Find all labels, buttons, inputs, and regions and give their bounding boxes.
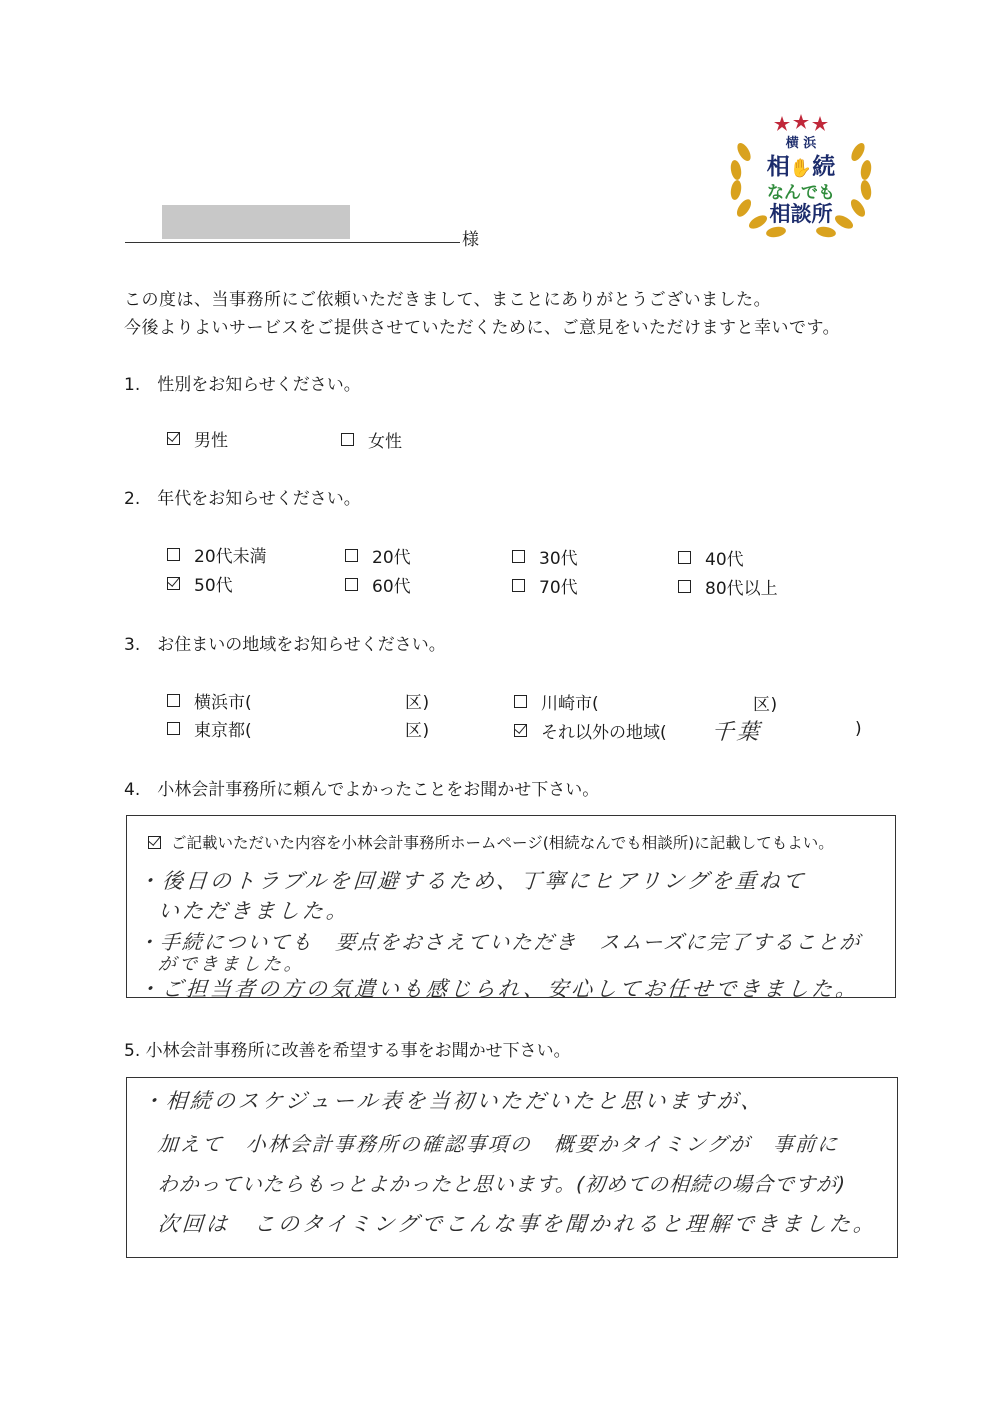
consent-option[interactable] (148, 831, 834, 853)
checkbox-age-80plus[interactable] (678, 580, 691, 593)
option-other-region-suffix: ) (855, 719, 863, 739)
option-age-80plus-label: 80代以上 (705, 579, 778, 599)
option-age-30s[interactable] (512, 544, 578, 569)
option-age-60s-label: 60代 (372, 577, 411, 597)
option-yokohama-suffix: 区) (405, 693, 430, 713)
checkbox-age-70s[interactable] (512, 579, 525, 592)
checkbox-tokyo[interactable] (167, 722, 180, 735)
q5-handwriting-line-3: わかっていたらもっとよかったと思います。(初めての相続の場合ですが) (157, 1172, 847, 1196)
q5-handwriting-line-4: 次回は このタイミングでこんな事を聞かれると理解できました。 (157, 1212, 878, 1236)
checkbox-age-30s[interactable] (512, 550, 525, 563)
name-redaction (162, 205, 350, 239)
logo-line3: 相談所 (769, 202, 833, 226)
question-4-label: 4. 小林会計事務所に頼んでよかったことをお聞かせ下さい。 (124, 780, 600, 800)
option-age-20s-label: 20代 (372, 548, 411, 568)
logo-line1: 相 (766, 154, 790, 180)
option-male-label: 男性 (194, 431, 228, 451)
option-yokohama[interactable] (167, 688, 252, 713)
q4-handwriting-line-3: ・手続についても 要点をおさえていただき スムーズに完了することが (137, 930, 863, 954)
checkbox-kawasaki[interactable] (514, 695, 527, 708)
option-tokyo-suffix: 区) (405, 721, 430, 741)
option-yokohama-label: 横浜市( (194, 693, 252, 713)
question-2-label: 2. 年代をお知らせください。 (124, 489, 361, 509)
question-1-label: 1. 性別をお知らせください。 (124, 375, 361, 395)
option-age-70s-label: 70代 (539, 578, 578, 598)
checkbox-male[interactable] (167, 432, 180, 445)
logo-top-text: 横 浜 (785, 136, 817, 151)
q4-handwriting-line-2: いただきました。 (157, 899, 351, 923)
option-female-label: 女性 (368, 432, 402, 452)
logo-line2: なんでも (767, 183, 835, 203)
q5-handwriting-line-1: ・相続のスケジュール表を当初いただいたと思いますが、 (141, 1089, 766, 1113)
option-age-30s-label: 30代 (539, 549, 578, 569)
option-age-40s[interactable] (678, 545, 744, 570)
q4-handwriting-line-1: ・後日のトラブルを回避するため、丁寧にヒアリングを重ねて (137, 869, 808, 893)
option-age-50s-label: 50代 (194, 576, 233, 596)
question-5-label: 5. 小林会計事務所に改善を希望する事をお聞かせ下さい。 (124, 1041, 571, 1061)
option-age-40s-label: 40代 (705, 550, 744, 570)
consent-label: ご記載いただいた内容を小林会計事務所ホームページ(相続なんでも相談所)に記載してもよい。 (171, 834, 834, 852)
name-underline (125, 242, 460, 243)
option-kawasaki-label: 川崎市( (541, 694, 599, 714)
checkbox-consent[interactable] (148, 836, 161, 849)
checkbox-age-40s[interactable] (678, 551, 691, 564)
checkbox-other-region[interactable] (514, 724, 527, 737)
option-age-60s[interactable] (345, 572, 411, 597)
option-age-20s[interactable] (345, 543, 411, 568)
checkbox-age-60s[interactable] (345, 578, 358, 591)
logo-hand-icon: ✋ (789, 158, 813, 179)
q4-handwriting-line-4: ができました。 (157, 954, 306, 975)
checkbox-age-under20[interactable] (167, 548, 180, 561)
intro-line-2: 今後よりよいサービスをご提供させていただくために、ご意見をいただけますと幸いです。 (124, 318, 841, 338)
option-age-under20-label: 20代未満 (194, 547, 267, 567)
option-male[interactable] (167, 426, 228, 451)
checkbox-age-20s[interactable] (345, 549, 358, 562)
option-age-50s[interactable] (167, 571, 233, 596)
logo-main-line (726, 148, 876, 181)
option-tokyo[interactable] (167, 716, 252, 741)
checkbox-age-50s[interactable] (167, 577, 180, 590)
checkbox-yokohama[interactable] (167, 694, 180, 707)
option-kawasaki-suffix: 区) (753, 695, 778, 715)
q4-handwriting-line-5: ・ご担当者の方の気遣いも感じられ、安心してお任せできました。 (137, 977, 861, 1001)
logo-line1b: 続 (812, 154, 836, 180)
intro-line-1: この度は、当事務所にご依頼いただきまして、まことにありがとうございました。 (124, 290, 772, 310)
option-age-80plus[interactable] (678, 574, 778, 599)
option-other-region[interactable] (514, 718, 667, 743)
option-female[interactable] (341, 427, 402, 452)
option-age-under20[interactable] (167, 542, 267, 567)
option-age-70s[interactable] (512, 573, 578, 598)
honorific-sama: 様 (462, 230, 480, 250)
question-3-label: 3. お住まいの地域をお知らせください。 (124, 635, 446, 655)
option-other-region-label: それ以外の地域( (541, 723, 667, 743)
option-kawasaki[interactable] (514, 689, 599, 714)
other-region-handwritten: 千葉 (710, 720, 763, 745)
option-tokyo-label: 東京都( (194, 721, 252, 741)
logo (726, 112, 876, 247)
q5-handwriting-line-2: 加えて 小林会計事務所の確認事項の 概要かタイミングが 事前に (157, 1132, 840, 1156)
checkbox-female[interactable] (341, 433, 354, 446)
